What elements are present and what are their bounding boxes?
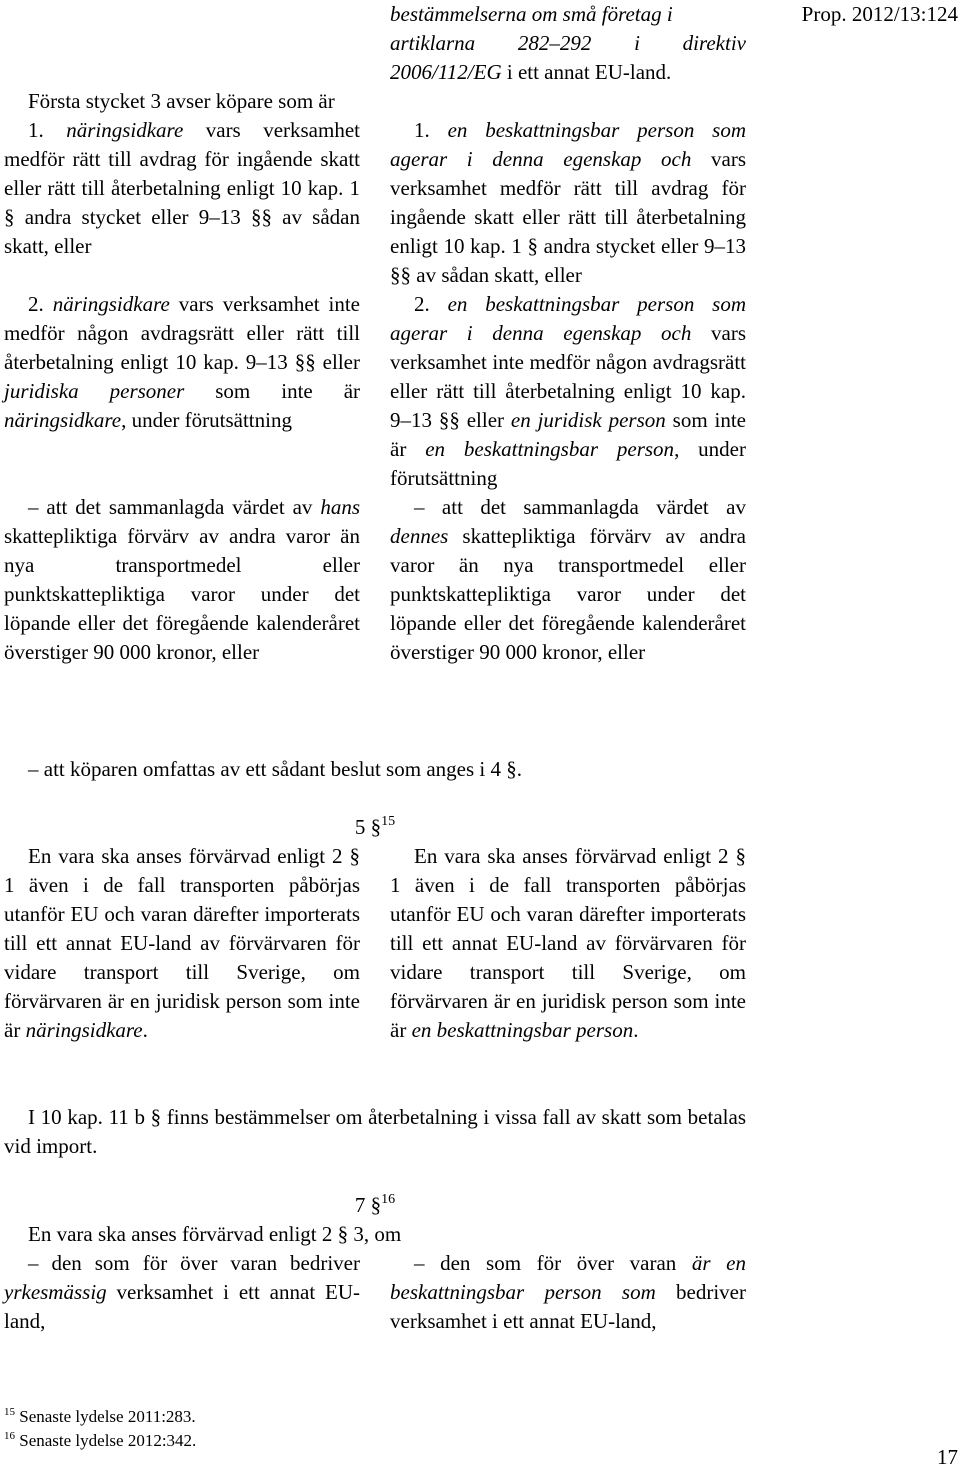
right-item-1: 1. en beskattningsbar person som agerar i denna egenskap och vars verksamhet medför rätt till avdrag för ingående skatt eller rätt till återbetalning enligt 10 kap. 1 § andra stycket eller 9–13 §§ av sådan skatt, eller bbox=[390, 118, 746, 287]
s7-right-italic: är en beskattningsbar person som bbox=[390, 1251, 747, 1304]
continuation-tail: i ett annat EU-land. bbox=[501, 60, 672, 84]
section-5-left: En vara ska anses förvärvad enligt 2 § 1 även i de fall transporten påbörjas utanför EU och varan därefter importerats till ett annat EU-land av förvärvaren för vidare transport till Sverige, om förvärvaren är en juridisk person som inte är näringsidkare. bbox=[4, 844, 360, 1042]
section3-final-dash: – att köparen omfattas av ett sådant beslut som anges i 4 §. bbox=[28, 757, 522, 781]
right-dash-1: – att det sammanlagda värdet av dennes skattepliktiga förvärv av andra varor än nya transportmedel eller punktskattepliktiga varor under det löpande eller det föregående kalenderåret överstiger 90 000 kronor, eller bbox=[390, 495, 746, 664]
section-7-intro: En vara ska anses förvärvad enligt 2 § 3, om bbox=[28, 1222, 402, 1246]
s5-left-italic: näringsidkare bbox=[25, 1018, 143, 1042]
section3-intro: Första stycket 3 avser köpare som är bbox=[28, 89, 335, 113]
s7-left-text: – den som för över varan bedriver bbox=[28, 1251, 360, 1275]
footnote-15: $^{15}$ Senaste lydelse 2011:283. bbox=[4, 1406, 196, 1426]
s5-left-text: En vara ska anses förvärvad enligt 2 § 1 även i de fall transporten påbörjas utanför EU och varan därefter importerats till ett annat EU-land av förvärvaren för vidare transport till Sverige, om förvärvaren är en juridisk person som inte är bbox=[4, 844, 360, 1042]
right-column-new-text bbox=[390, 116, 746, 667]
left-item-2: 2. näringsidkare vars verksamhet inte medför någon avdragsrätt eller rätt till återbetalning enligt 10 kap. 9–13 §§ eller juridiska personer som inte är näringsidkare, under förutsättning bbox=[4, 292, 361, 432]
s5-right-italic: en beskattningsbar person bbox=[411, 1018, 634, 1042]
left-column-old-text bbox=[4, 116, 360, 667]
footnote-ref-15: 15 bbox=[381, 814, 396, 829]
section-7-heading: 7 §$^{16}$ bbox=[354, 1192, 396, 1217]
s7-right-text: – den som för över varan bbox=[414, 1251, 692, 1275]
continuation-line-2: artiklarna 282–292 i direktiv bbox=[390, 31, 746, 55]
section-5-heading: 5 §$^{15}$ bbox=[354, 814, 396, 839]
right-item-2: 2. en beskattningsbar person som agerar i denna egenskap och vars verksamhet inte medför någon avdragsrätt eller rätt till återbetalning enligt 10 kap. 9–13 §§ eller en juridisk person som inte är en beskattningsbar person, under förutsättning bbox=[390, 292, 747, 490]
proposition-reference: Prop. 2012/13:124 bbox=[801, 2, 958, 26]
s7-left-italic: yrkesmässig bbox=[4, 1280, 107, 1304]
continuation-line-1: bestämmelserna om små företag i bbox=[390, 2, 673, 26]
section-7-right: – den som för över varan är en beskattningsbar person som bedriver verksamhet i ett annat EU-land, bbox=[390, 1251, 747, 1333]
right-top-continuation bbox=[390, 0, 746, 87]
footnote-16: $^{16}$ Senaste lydelse 2012:342. bbox=[4, 1430, 197, 1450]
section-5-right: En vara ska anses förvärvad enligt 2 § 1 även i de fall transporten påbörjas utanför EU och varan därefter importerats till ett annat EU-land av förvärvaren för vidare transport till Sverige, om förvärvaren är en juridisk person som inte är en beskattningsbar person. bbox=[390, 844, 746, 1042]
continuation-directive: 2006/112/EG bbox=[390, 60, 502, 84]
left-item-1: 1. näringsidkare vars verksamhet medför rätt till avdrag för ingående skatt eller rätt till återbetalning enligt 10 kap. 1 § andra stycket eller 9–13 §§ av sådan skatt, eller bbox=[4, 118, 360, 258]
left-dash-1: – att det sammanlagda värdet av hans skattepliktiga förvärv av andra varor än nya transportmedel eller punktskattepliktiga varor under det löpande eller det föregående kalenderåret överstiger 90 000 kronor, eller bbox=[4, 495, 360, 664]
section-5-full-width: I 10 kap. 11 b § finns bestämmelser om återbetalning i vissa fall av skatt som betalas vid import. bbox=[4, 1105, 746, 1158]
section-7-left: – den som för över varan bedriver yrkesmässig verksamhet i ett annat EU-land, bbox=[4, 1251, 360, 1333]
page-number: 17 bbox=[937, 1445, 958, 1469]
footnote-ref-16: 16 bbox=[381, 1192, 396, 1207]
s5-right-text: En vara ska anses förvärvad enligt 2 § 1 även i de fall transporten påbörjas utanför EU och varan därefter importerats till ett annat EU-land av förvärvaren för vidare transport till Sverige, om förvärvaren är en juridisk person som inte är bbox=[390, 844, 746, 1042]
